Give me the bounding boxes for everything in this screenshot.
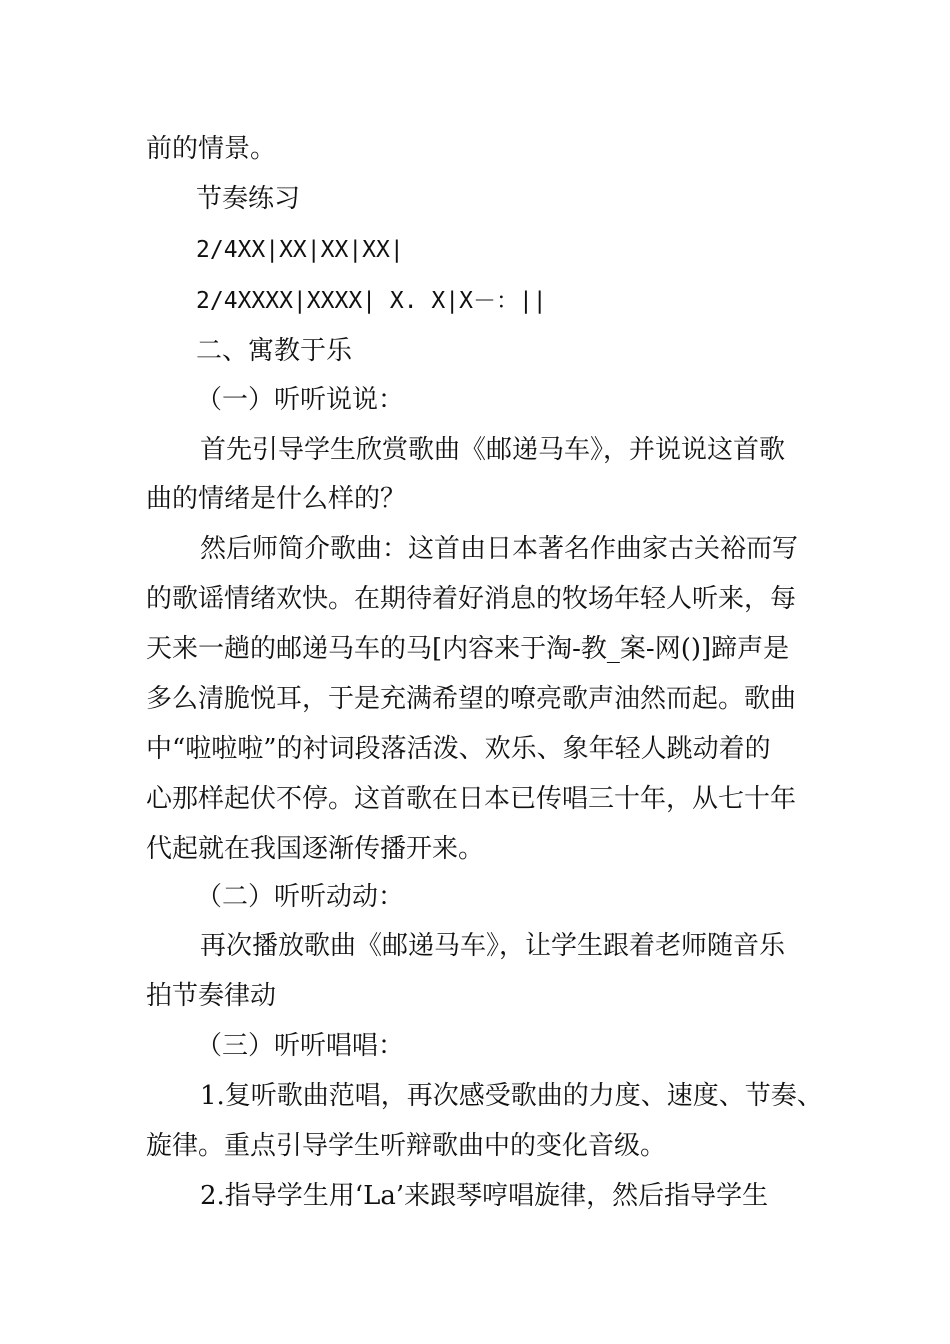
rhythm-notation-line: 2/4XXXX|XXXX| X. X|X－：|| [196,288,547,314]
paragraph-line: 拍节奏律动 [146,981,277,1011]
section-heading-rhythm-practice: 节奏练习 [196,184,301,214]
text-line: 前的情景。 [146,134,277,164]
paragraph-line: 然后师简介歌曲：这首由日本著名作曲家古关裕而写 [200,534,799,564]
paragraph-line: 多么清脆悦耳，于是充满希望的嘹亮歌声油然而起。歌曲 [146,684,797,714]
paragraph-line: 心那样起伏不停。这首歌在日本已传唱三十年，从七十年 [146,784,797,814]
paragraph-line: 代起就在我国逐渐传播开来。 [146,834,485,864]
paragraph-line: 首先引导学生欣赏歌曲《邮递马车》，并说说这首歌 [200,435,786,465]
subsection-heading: （二）听听动动： [196,882,405,912]
paragraph-line: 曲的情绪是什么样的？ [146,484,407,514]
paragraph-line: 的歌谣情绪欢快。在期待着好消息的牧场年轻人听来，每 [146,584,797,614]
subsection-heading: （一）听听说说： [196,385,405,415]
rhythm-notation-line: 2/4XX|XX|XX|XX| [196,237,404,263]
paragraph-line: 1.复听歌曲范唱，再次感受歌曲的力度、速度、节奏、 [200,1081,823,1111]
paragraph-line: 再次播放歌曲《邮递马车》，让学生跟着老师随音乐 [200,931,786,961]
paragraph-line: 中“啦啦啦”的衬词段落活泼、欢乐、象年轻人跳动着的 [146,734,771,764]
paragraph-line: 2.指导学生用‘La’来跟琴哼唱旋律，然后指导学生 [200,1181,769,1211]
subsection-heading: （三）听听唱唱： [196,1031,405,1061]
section-heading: 二、寓教于乐 [196,336,353,366]
paragraph-line: 天来一趟的邮递马车的马[内容来于淘-教_案-网()]蹄声是 [146,634,790,664]
paragraph-line: 旋律。重点引导学生听辩歌曲中的变化音级。 [146,1131,667,1161]
